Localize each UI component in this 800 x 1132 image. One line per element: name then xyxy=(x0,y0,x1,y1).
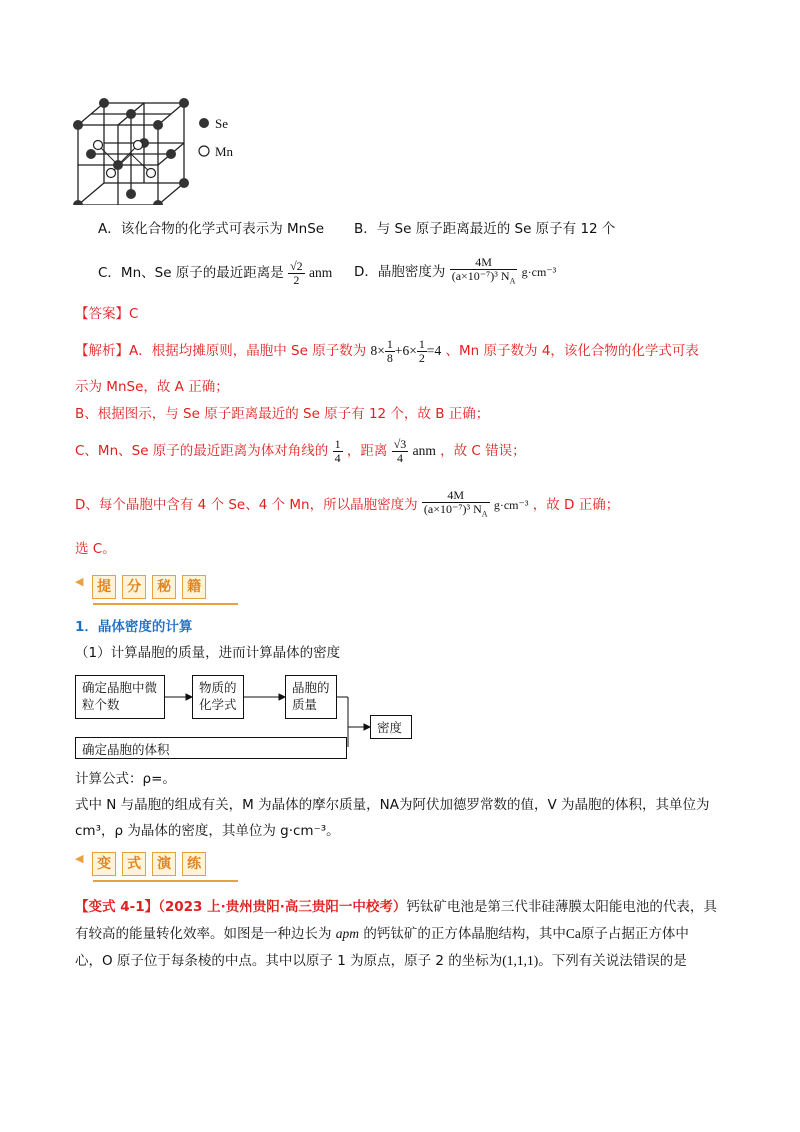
analysis-line-3: B、根据图示，与 Se 原子距离最近的 Se 原子有 12 个，故 B 正确； xyxy=(75,406,490,422)
flow-box-density: 密度 xyxy=(370,715,412,739)
problem-line-3: 心，O 原子位于每条棱的中点。其中以原子 1 为原点，原子 2 的坐标为(1,1,1)。下列有关说法错误的是 xyxy=(75,953,687,969)
option-a: A．该化合物的化学式可表示为 MnSe xyxy=(98,221,325,237)
option-c: C．Mn、Se 原子的最近距离是 $\frac{√2}{2}$ anm xyxy=(98,258,333,287)
speaker-icon: ◀ xyxy=(75,852,84,865)
flow-box-particles: 确定晶胞中微粒个数 xyxy=(75,675,165,719)
legend-mn: Mn xyxy=(215,144,234,159)
problem-line-2: 有较高的能量转化效率。如图是一种边长为 apm 的钙钛矿的正方体晶胞结构，其中Ca原子占据正方体中 xyxy=(75,926,689,942)
option-b: B．与 Se 原子距离最近的 Se 原子有 12 个 xyxy=(354,221,616,237)
option-d: D．晶胞密度为 $\frac{4M}{(a\times 10^{-7})^3 N_A}$ g·cm⁻³ xyxy=(354,255,557,286)
flow-box-volume: 确定晶胞的体积 xyxy=(75,737,347,759)
problem-line-1: 【变式 4-1】（2023 上·贵州贵阳·高三贵阳一中校考）钙钛矿电池是第三代非硅薄膜太阳能电池的代表，具 xyxy=(75,899,717,915)
flow-arrows xyxy=(160,690,380,760)
desc-line-2: cm³，ρ 为晶体的密度，其单位为 g·cm⁻³。 xyxy=(75,823,340,839)
section-sub: （1）计算晶胞的质量，进而计算晶体的密度 xyxy=(75,645,341,661)
answer: 【答案】C xyxy=(75,306,139,322)
speaker-icon: ◀ xyxy=(75,575,84,588)
analysis-line-4: C、Mn、Se 原子的最近距离为体对角线的 $\frac{1}{4}$ ，距离 $\frac{√3}{4}$ anm ，故 C 错误； xyxy=(75,436,526,465)
formula: 计算公式：ρ=。 xyxy=(75,771,176,787)
flow-box-mass: 晶胞的质量 xyxy=(285,675,337,719)
analysis-line-1: 【解析】A．根据均摊原则，晶胞中 Se 原子数为 8× $\frac{1}{8}$ +6× $\frac{1}{2}$ =4 、Mn 原子数为 4，该化合物的化学式可表 xyxy=(75,337,699,366)
crystal-cell-figure xyxy=(70,95,270,205)
analysis-line-5: D、每个晶胞中含有 4 个 Se、4 个 Mn，所以晶胞密度为 $\frac{4M}{(a\times 10^{-7})^3 N_A}$ g·cm⁻³ ，故 D 正确； xyxy=(75,488,620,519)
legend-se: Se xyxy=(215,116,228,131)
banner-tips: ◀ 提 分 秘 籍 xyxy=(75,575,212,603)
analysis-line-6: 选 C。 xyxy=(75,541,116,557)
desc-line-1: 式中 N 与晶胞的组成有关，M 为晶体的摩尔质量，NA为阿伏加德罗常数的值，V 为晶胞的体积，其单位为 xyxy=(75,797,710,813)
flow-box-formula: 物质的化学式 xyxy=(192,675,244,719)
analysis-line-2: 示为 MnSe，故 A 正确； xyxy=(75,379,229,395)
banner-practice: ◀ 变 式 演 练 xyxy=(75,852,212,880)
section-title: 1．晶体密度的计算 xyxy=(75,619,193,635)
